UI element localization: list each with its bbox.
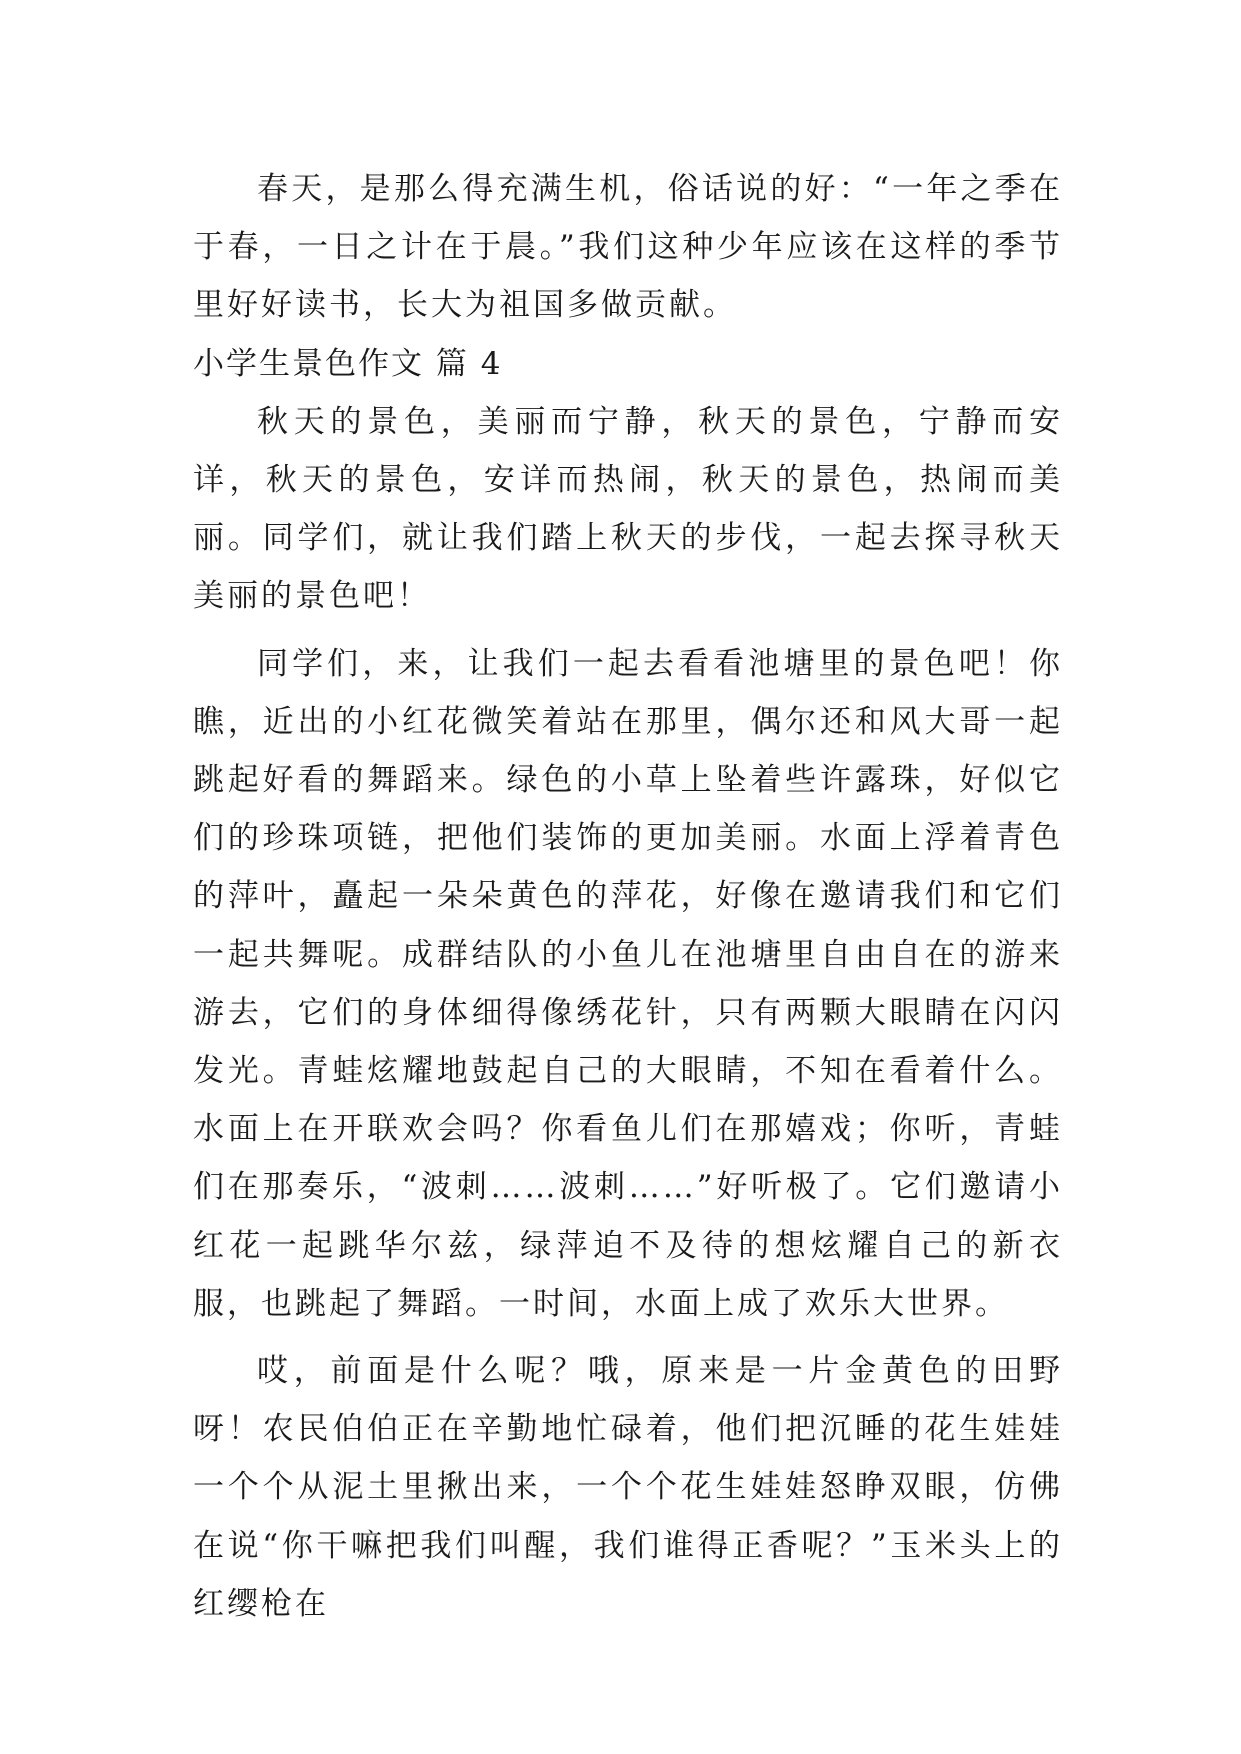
document-body (193, 160, 1063, 1633)
paragraph-pond: 同学们，来，让我们一起去看看池塘里的景色吧！你瞧，近出的小红花微笑着站在那里，偶尔还和风大哥一起跳起好看的舞蹈来。绿色的小草上坠着些许露珠，好似它们的珍珠项链，把他们装饰的更加美丽。水面上浮着青色的萍叶，矗起一朵朵黄色的萍花，好像在邀请我们和它们一起共舞呢。成群结队的小鱼儿在池塘里自由自在的游来游去，它们的身体细得像绣花针，只有两颗大眼睛在闪闪发光。青蛙炫耀地鼓起自己的大眼睛，不知在看着什么。水面上在开联欢会吗？你看鱼儿们在那嬉戏；你听，青蛙们在那奏乐，“波刺……波刺……”好听极了。它们邀请小红花一起跳华尔兹，绿萍迫不及待的想炫耀自己的新衣服，也跳起了舞蹈。一时间，水面上成了欢乐大世界。 (193, 645, 1063, 1322)
paragraph-autumn-intro: 秋天的景色，美丽而宁静，秋天的景色，宁静而安详，秋天的景色，安详而热闹，秋天的景色，热闹而美丽。同学们，就让我们踏上秋天的步伐，一起去探寻秋天美丽的景色吧！ (193, 403, 1063, 615)
paragraph-field: 哎，前面是什么呢？哦，原来是一片金黄色的田野呀！农民伯伯正在辛勤地忙碌着，他们把沉睡的花生娃娃一个个从泥土里揪出来，一个个花生娃娃怒睁双眼，仿佛在说“你干嘛把我们叫醒，我们谁得正香呢？”玉米头上的红缨枪在 (193, 1353, 1063, 1622)
section-heading: 小学生景色作文 篇 4 (193, 345, 503, 382)
paragraph-spring: 春天，是那么得充满生机，俗话说的好：“一年之季在于春，一日之计在于晨。”我们这种少年应该在这样的季节里好好读书，长大为祖国多做贡献。 (193, 171, 1063, 324)
